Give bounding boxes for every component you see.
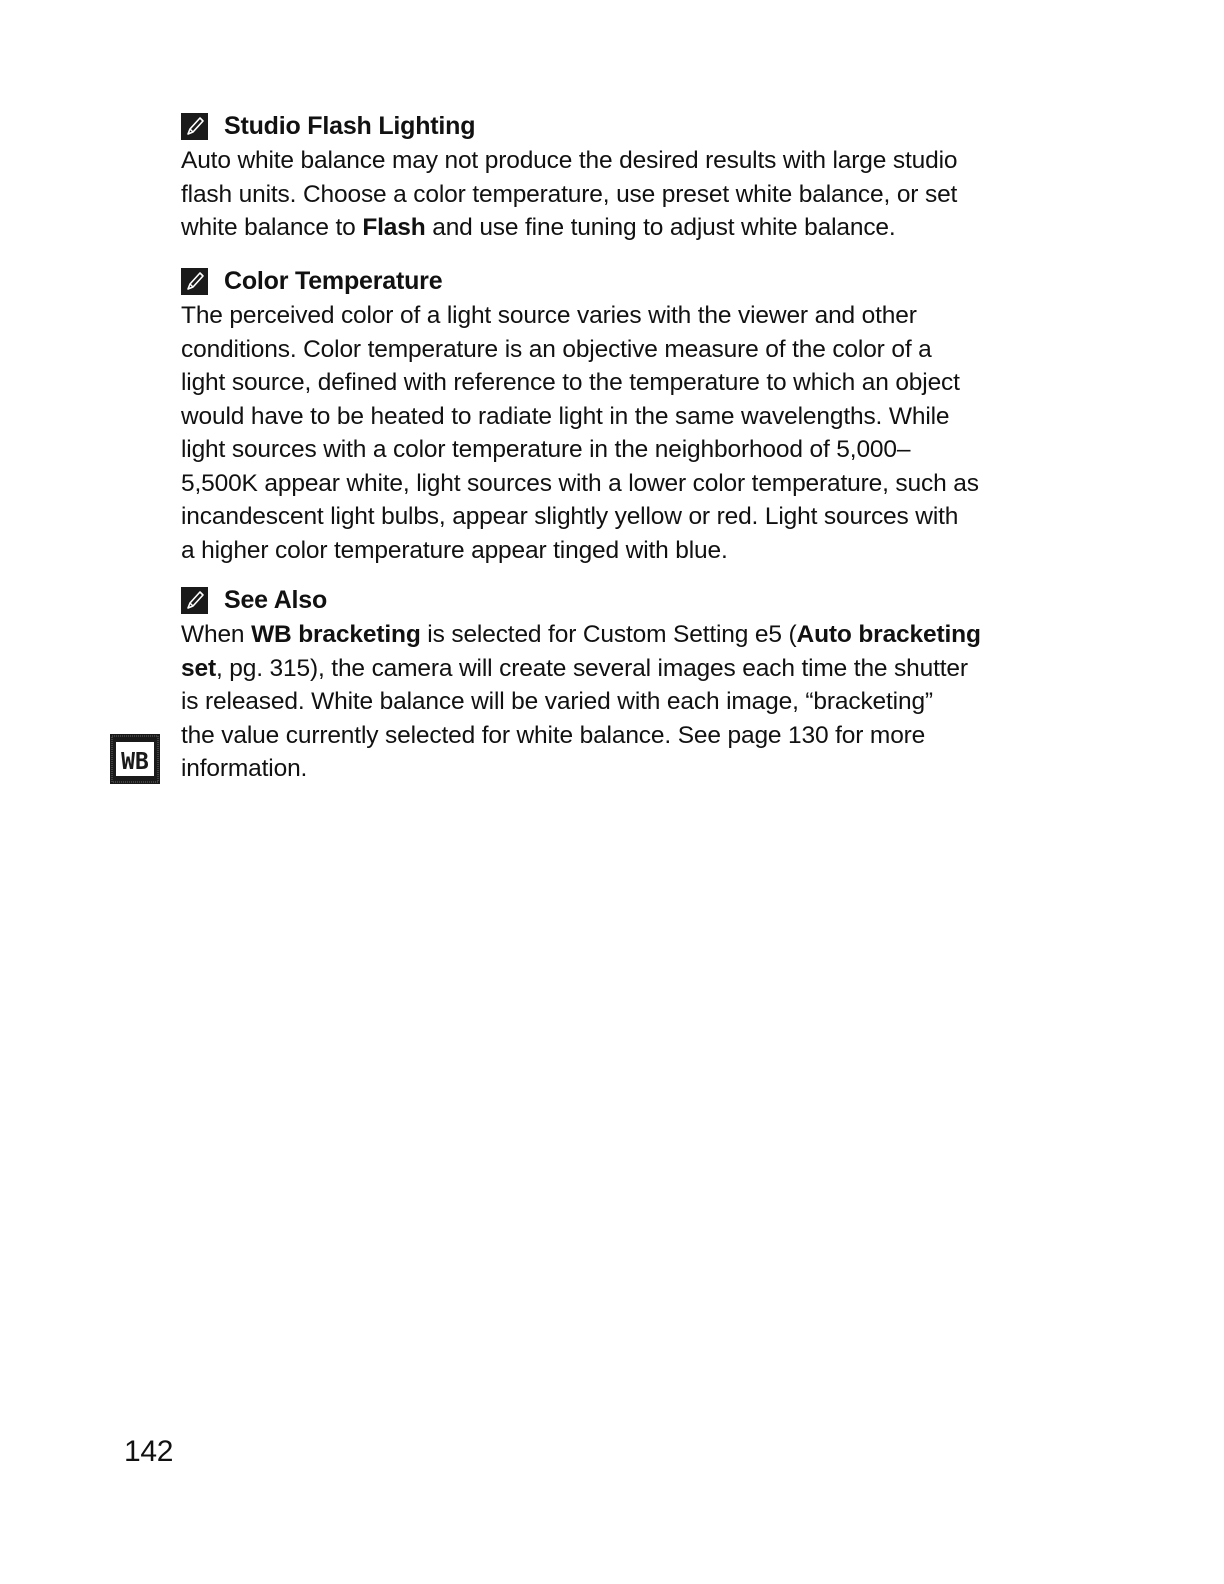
note-title: Studio Flash Lighting (224, 111, 476, 140)
text-line: Auto white balance may not produce the desired results with large studio (181, 147, 958, 174)
bold-term: Flash (362, 214, 426, 241)
text-line: The perceived color of a light source varies with the viewer and other (181, 302, 917, 329)
text-line: the value currently selected for white balance. See page 130 for more (181, 721, 926, 749)
note-title: See Also (224, 585, 328, 614)
text-line: light source, defined with reference to the temperature to which an object (181, 369, 960, 396)
note-body (181, 618, 1041, 786)
bold-term: WB bracketing (251, 621, 421, 648)
note-color-temperature (181, 263, 1041, 567)
note-body (181, 144, 1041, 245)
text-line: set, pg. 315), the camera will create several images each time the shutter (181, 654, 968, 682)
text-line: light sources with a color temperature in the neighborhood of 5,000– (181, 436, 911, 463)
text-line: is released. White balance will be varied with each image, “bracketing” (181, 688, 933, 715)
note-body (181, 299, 1041, 567)
text-line: information. (181, 755, 308, 782)
text-line: When WB bracketing is selected for Custom Setting e5 (Auto bracketing (181, 621, 981, 648)
text-line: incandescent light bulbs, appear slightly yellow or red. Light sources with (181, 503, 959, 530)
text-line: flash units. Choose a color temperature, use preset white balance, or set (181, 180, 958, 208)
note-studio-flash-lighting (181, 108, 1041, 245)
text-line: 5,500K appear white, light sources with a lower color temperature, such as (181, 469, 979, 497)
note-heading (181, 263, 1041, 299)
note-heading (181, 108, 1041, 144)
pencil-note-icon (181, 268, 208, 295)
text-line: a higher color temperature appear tinged with blue. (181, 536, 728, 564)
note-title: Color Temperature (224, 266, 443, 295)
bold-term: Auto bracketing (796, 621, 981, 648)
wb-tab-label: WB (121, 749, 149, 775)
text-line: conditions. Color temperature is an objective measure of the color of a (181, 335, 932, 363)
bold-term: set (181, 654, 216, 682)
pencil-note-icon (181, 587, 208, 614)
pencil-note-icon (181, 113, 208, 140)
text-line: white balance to Flash and use fine tuning to adjust white balance. (181, 214, 896, 241)
note-heading (181, 582, 1041, 618)
text-line: would have to be heated to radiate light in the same wavelengths. While (181, 402, 950, 430)
page-number: 142 (124, 1435, 174, 1468)
wb-tab-icon (110, 734, 160, 784)
note-see-also (181, 582, 1041, 786)
